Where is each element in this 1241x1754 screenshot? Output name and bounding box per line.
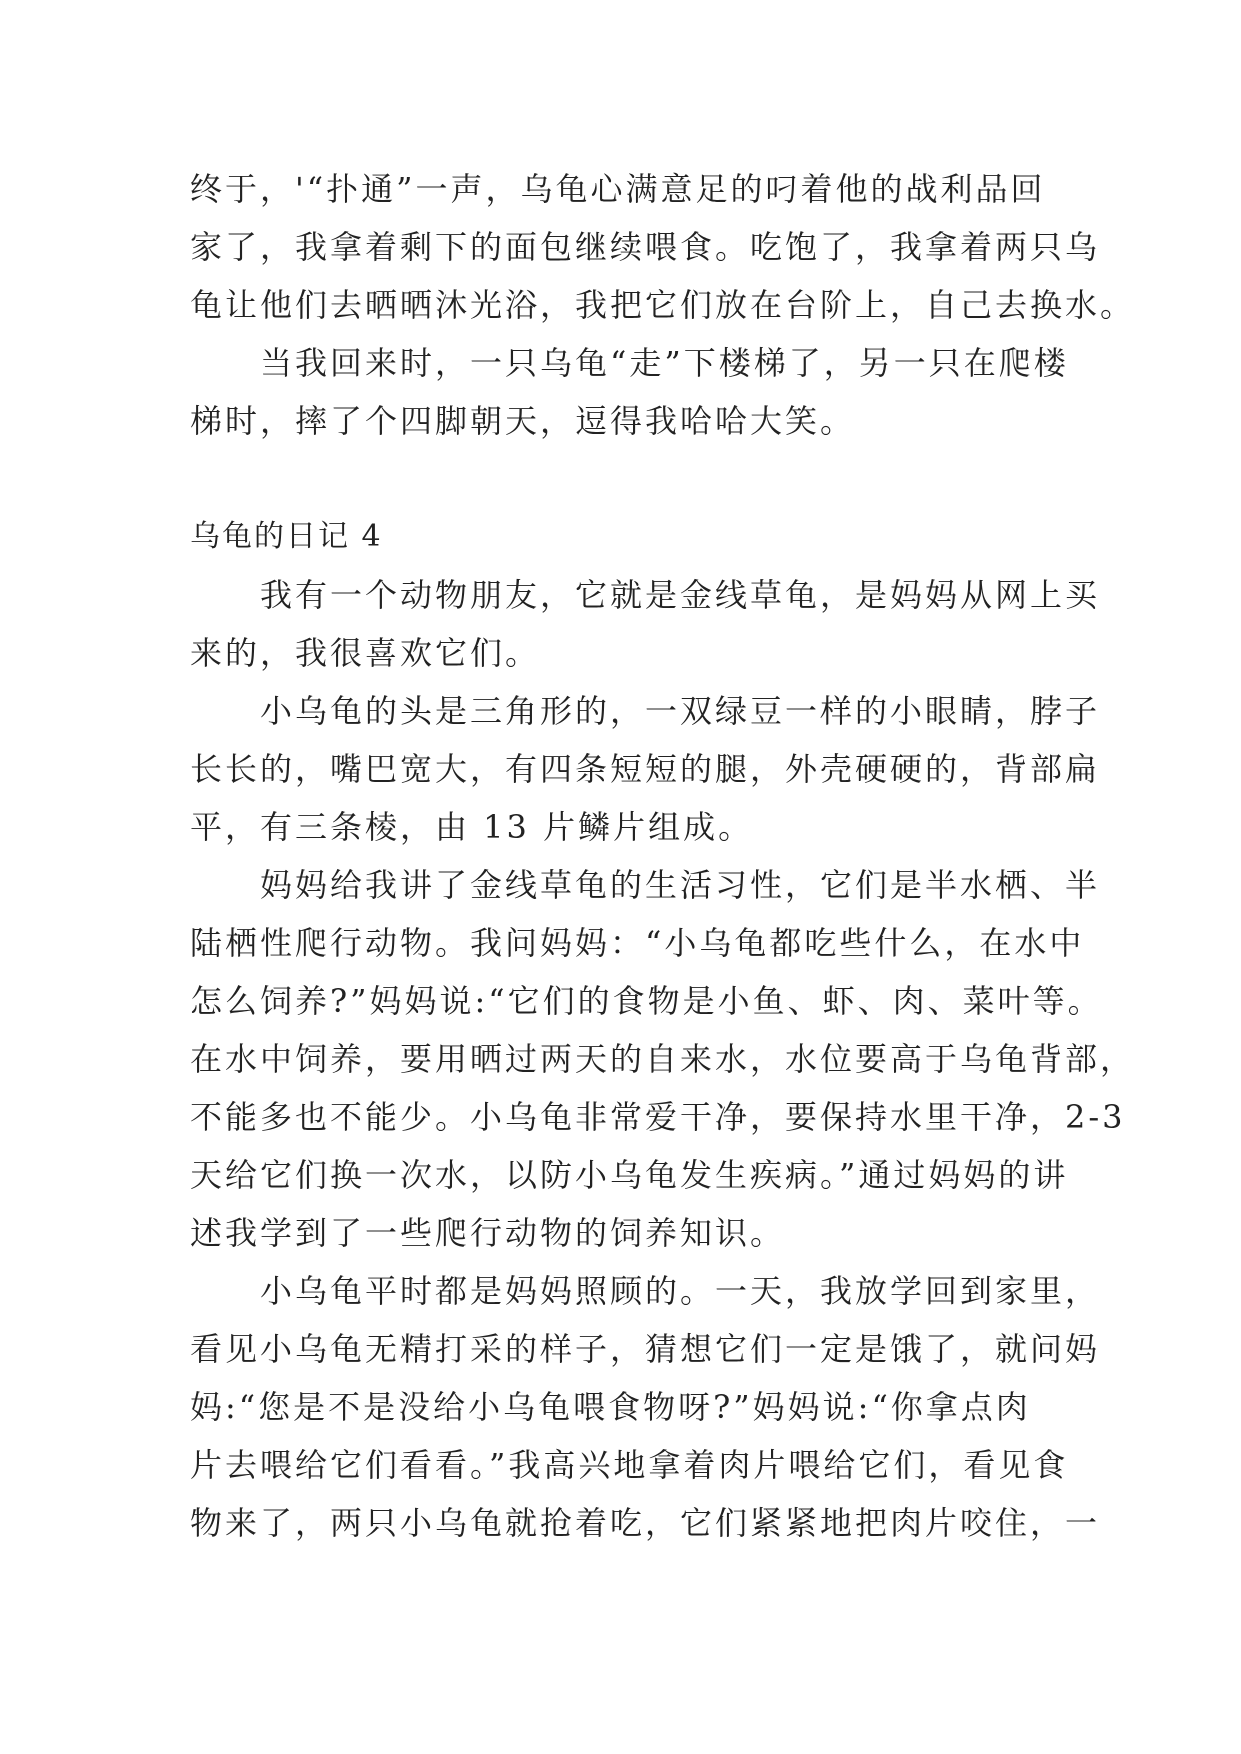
text-line: 龟让他们去晒晒沐光浴，我把它们放在台阶上，自己去换水。 xyxy=(190,286,1136,324)
text-line: 来的，我很喜欢它们。 xyxy=(190,634,541,672)
text-line: 小乌龟的头是三角形的，一双绿豆一样的小眼睛，脖子 xyxy=(190,692,1101,730)
text-line: 看见小乌龟无精打采的样子，猜想它们一定是饿了，就问妈 xyxy=(190,1330,1101,1368)
text-line: 片去喂给它们看看。”我高兴地拿着肉片喂给它们，看见食 xyxy=(190,1446,1069,1484)
text-line: 平，有三条棱，由 13 片鳞片组成。 xyxy=(190,808,754,846)
text-line: 梯时，摔了个四脚朝天，逗得我哈哈大笑。 xyxy=(190,402,856,440)
previous-section-body xyxy=(190,160,1136,450)
text-line: 家了，我拿着剩下的面包继续喂食。吃饱了，我拿着两只乌 xyxy=(190,228,1101,266)
text-line: 物来了，两只小乌龟就抢着吃，它们紧紧地把肉片咬住，一 xyxy=(190,1504,1101,1542)
text-line: 长长的，嘴巴宽大，有四条短短的腿，外壳硬硬的，背部扁 xyxy=(190,750,1101,788)
text-line: 小乌龟平时都是妈妈照顾的。一天，我放学回到家里， xyxy=(190,1272,1101,1310)
section-title: 乌龟的日记 4 xyxy=(190,519,383,554)
section-body xyxy=(190,566,1136,1552)
document-page xyxy=(190,160,1136,1552)
text-line: 天给它们换一次水，以防小乌龟发生疾病。”通过妈妈的讲 xyxy=(190,1156,1069,1194)
text-line: 怎么饲养?”妈妈说:“它们的食物是小鱼、虾、肉、菜叶等。 xyxy=(190,982,1103,1020)
text-line: 述我学到了一些爬行动物的饲养知识。 xyxy=(190,1214,786,1252)
text-line: 陆栖性爬行动物。我问妈妈：“小乌龟都吃些什么，在水中 xyxy=(190,924,1085,962)
text-line: 妈妈给我讲了金线草龟的生活习性，它们是半水栖、半 xyxy=(190,866,1101,904)
text-line: 在水中饲养，要用晒过两天的自来水，水位要高于乌龟背部， xyxy=(190,1040,1136,1078)
text-line: 当我回来时，一只乌龟“走”下楼梯了，另一只在爬楼 xyxy=(190,344,1069,382)
text-line: 我有一个动物朋友，它就是金线草龟，是妈妈从网上买 xyxy=(190,576,1101,614)
text-line: 不能多也不能少。小乌龟非常爱干净，要保持水里干净，2-3 xyxy=(190,1098,1126,1136)
text-line: 妈:“您是不是没给小乌龟喂食物呀?”妈妈说:“你拿点肉 xyxy=(190,1388,1031,1426)
text-line: 终于，'“扑通”一声，乌龟心满意足的叼着他的战利品回 xyxy=(190,170,1046,208)
